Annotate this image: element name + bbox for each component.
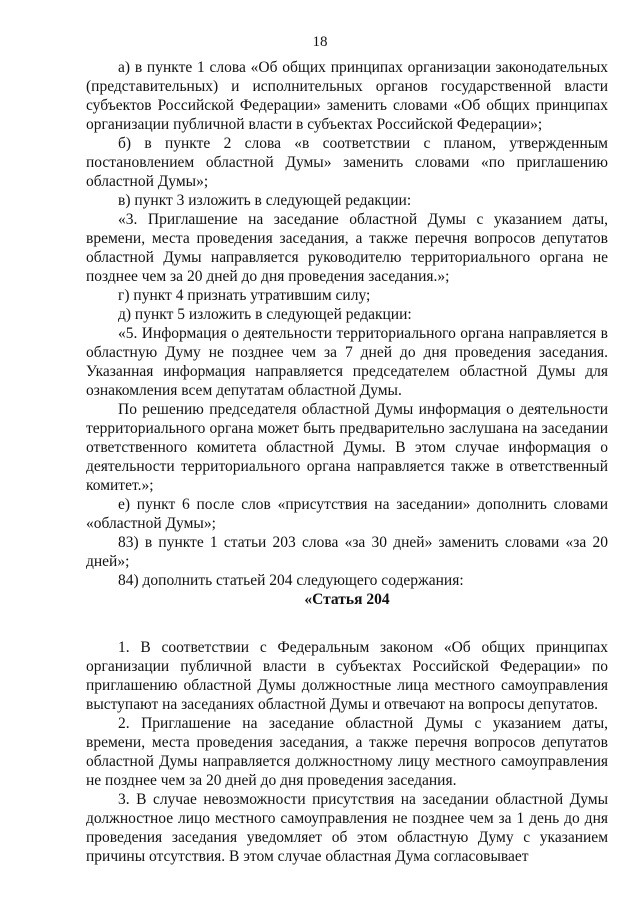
- paragraph-v: в) пункт 3 изложить в следующей редакции:: [118, 192, 412, 209]
- paragraph-e: е) пункт 6 после слов «присутствия на заседании» дополнить словами «областной Думы»;: [86, 496, 608, 532]
- article-paragraph-3: 3. В случае невозможности присутствия на заседании областной Думы должностное лицо местного самоуправления не позднее чем за 1 день до дня проведения заседания уведомляет об этом областную Думу с указанием причины отсутствия. В этом случае областная Дума согласовывает: [86, 791, 608, 865]
- paragraph-d: д) пункт 5 изложить в следующей редакции:: [118, 306, 412, 323]
- paragraph-chairman-decision: По решению председателя областной Думы информация о деятельности территориального органа может быть предварительно заслушана на заседании ответственного комитета областной Думы. В этом случае информация о деятельности территориального органа направляется также в ответственный комитет.»;: [86, 401, 608, 494]
- paragraph-point-5: «5. Информация о деятельности территориального органа направляется в областную Думу не позднее чем за 7 дней до дня проведения заседания. Указанная информация направляется председателем областной Думы для ознакомления всем депутатам областной Думы.: [86, 325, 608, 399]
- paragraph-b: б) в пункте 2 слова «в соответствии с планом, утвержденным постановлением областной Думы» заменить словами «по приглашению областной Думы»;: [86, 135, 608, 190]
- document-body: [86, 58, 608, 866]
- paragraph-g: г) пункт 4 признать утратившим силу;: [118, 287, 371, 304]
- article-heading: «Статья 204: [304, 591, 390, 608]
- paragraph-point-3: «3. Приглашение на заседание областной Думы с указанием даты, времени, места проведения заседания, а также перечня вопросов депутатов областной Думы направляется руководителю территориального органа не позднее чем за 20 дней до дня проведения заседания.»;: [86, 211, 608, 285]
- page-number: 18: [312, 34, 328, 50]
- paragraph-84: 84) дополнить статьей 204 следующего содержания:: [118, 572, 464, 589]
- article-paragraph-1: 1. В соответствии с Федеральным законом «Об общих принципах организации публичной власти в субъектах Российской Федерации» по приглашению областной Думы должностные лица местного самоуправления выступают на заседаниях областной Думы и отвечают на вопросы депутатов.: [86, 639, 608, 713]
- paragraph-83: 83) в пункте 1 статьи 203 слова «за 30 дней» заменить словами «за 20 дней»;: [86, 534, 608, 570]
- paragraph-a: а) в пункте 1 слова «Об общих принципах организации законодательных (представительных) и исполнительных органов государственной власти субъектов Российской Федерации» заменить словами «Об общих принципах организации публичной власти в субъектах Российской Федерации»;: [86, 59, 608, 133]
- article-paragraph-2: 2. Приглашение на заседание областной Думы с указанием даты, времени, места проведения заседания, а также перечня вопросов депутатов областной Думы направляется должностному лицу местного самоуправления не позднее чем за 20 дней до дня проведения заседания.: [86, 715, 608, 789]
